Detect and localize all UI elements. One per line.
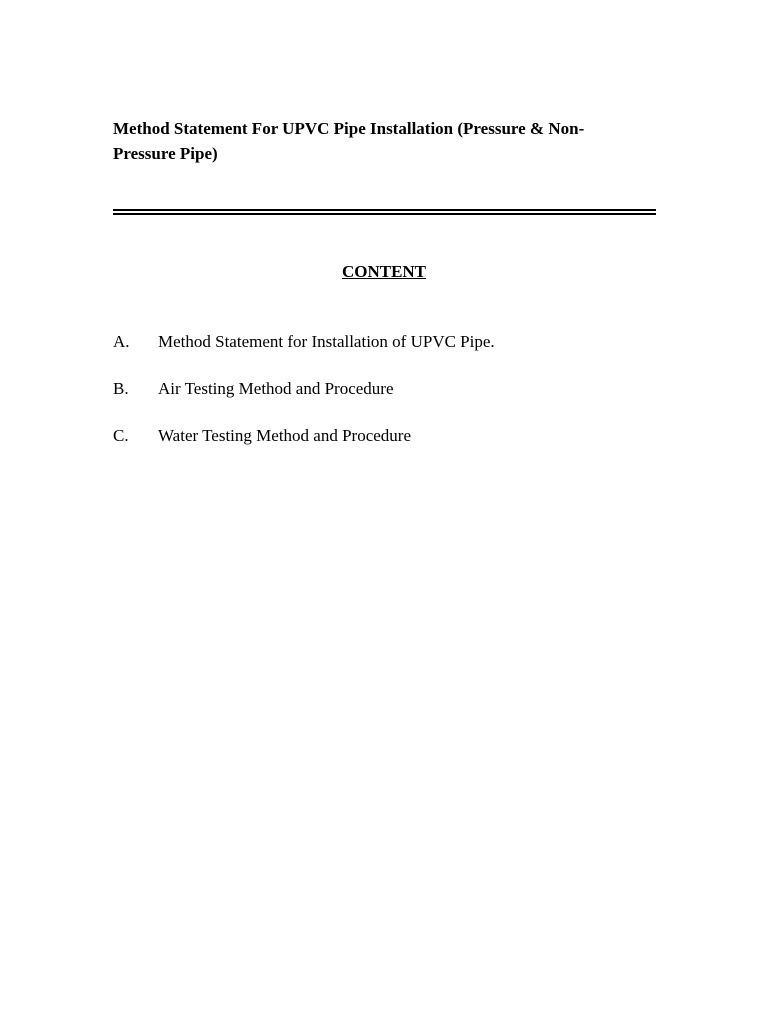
divider-line-bottom bbox=[113, 213, 656, 215]
toc-item-text: Water Testing Method and Procedure bbox=[158, 426, 411, 445]
toc-item-letter: B. bbox=[113, 379, 129, 398]
content-heading: CONTENT bbox=[341, 262, 427, 281]
toc-item-c bbox=[113, 424, 673, 471]
table-of-contents bbox=[113, 330, 673, 471]
toc-item-letter: C. bbox=[113, 426, 129, 445]
toc-item-text: Air Testing Method and Procedure bbox=[158, 379, 394, 398]
toc-item-b bbox=[113, 377, 673, 424]
toc-item-a bbox=[113, 330, 673, 377]
divider-line-top bbox=[113, 209, 656, 211]
toc-item-text: Method Statement for Installation of UPVC Pipe. bbox=[158, 332, 495, 351]
double-rule-divider bbox=[113, 209, 656, 215]
toc-item-letter: A. bbox=[113, 332, 130, 351]
document-title: Method Statement For UPVC Pipe Installation (Pressure & Non-Pressure Pipe) bbox=[113, 119, 585, 163]
